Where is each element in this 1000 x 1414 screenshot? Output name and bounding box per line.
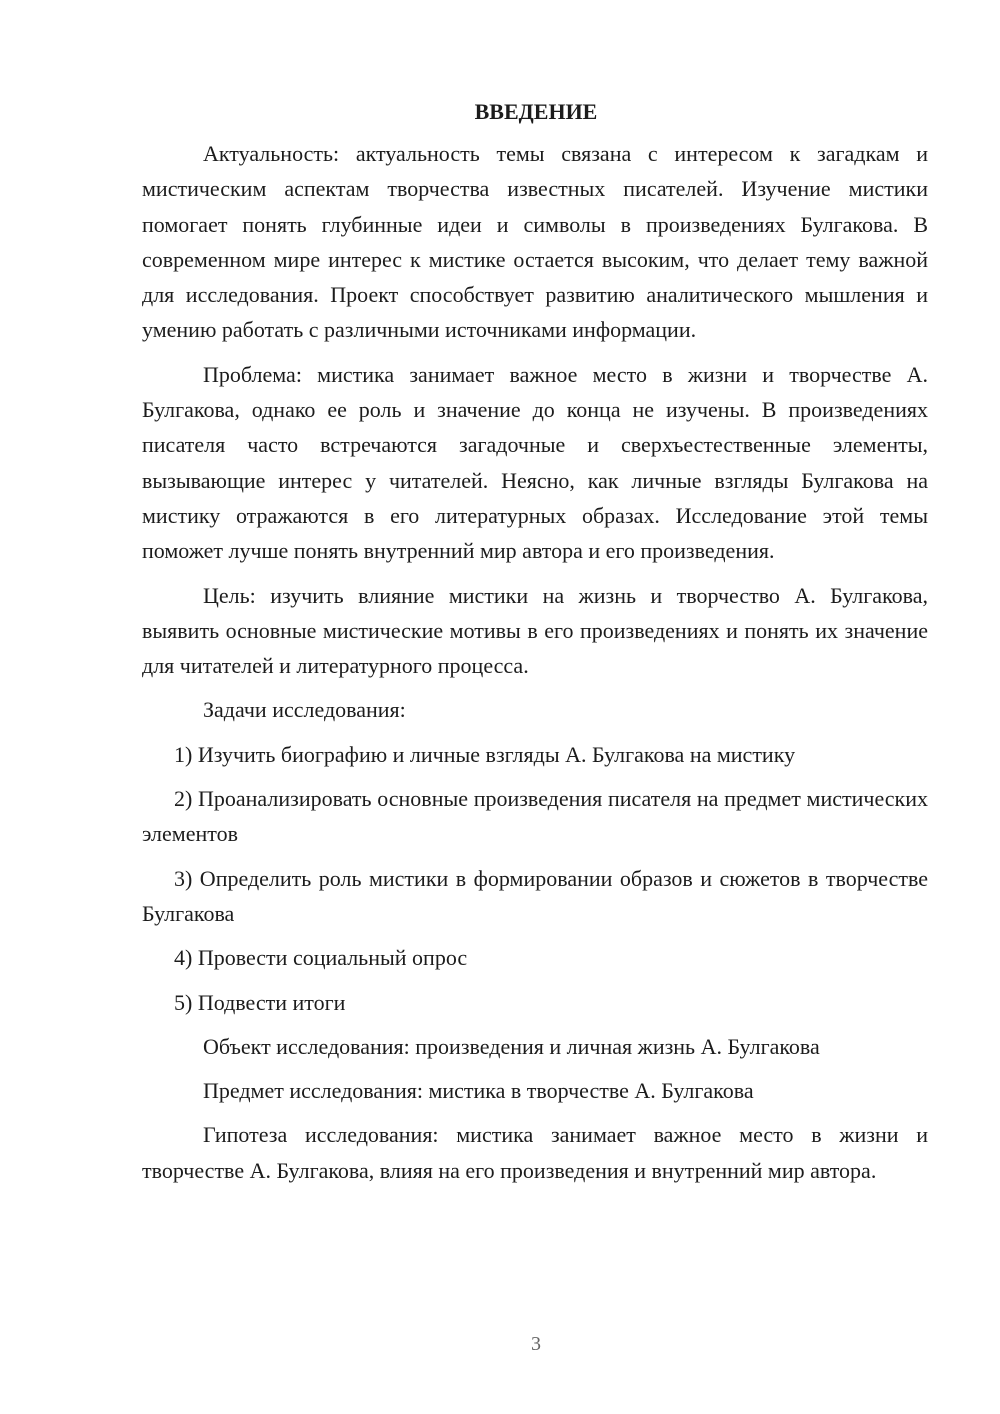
goal-paragraph: Цель: изучить влияние мистики на жизнь и творчество А. Булгакова, выявить основные мистические мотивы в его произведениях и понять их значение для читателей и литературного процесса. [142,582,928,679]
relevance-paragraph: Актуальность: актуальность темы связана с интересом к загадкам и мистическим аспектам творчества известных писателей. Изучение мистики помогает понять глубинные идеи и символы в произведениях Булгакова. В современном мире интерес к мистике остается высоким, что делает тему важной для исследования. Проект способствует развитию аналитического мышления и умению работать с различными источниками информации. [142,141,928,343]
page-number: 3 [531,1333,541,1355]
tasks-heading: Задачи исследования: [203,697,406,723]
object-paragraph: Объект исследования: произведения и личная жизнь А. Булгакова [203,1033,820,1059]
subject-paragraph: Предмет исследования: мистика в творчестве А. Булгакова [203,1078,754,1104]
task-item-5: 5) Подвести итоги [174,989,346,1015]
document-page [142,94,928,1188]
task-item-3: 3) Определить роль мистики в формировании образов и сюжетов в творчестве Булгакова [142,865,928,926]
task-item-2: 2) Проанализировать основные произведения писателя на предмет мистических элементов [142,786,928,847]
hypothesis-paragraph: Гипотеза исследования: мистика занимает важное место в жизни и творчестве А. Булгакова, влияя на его произведения и внутренний мир автора. [142,1122,928,1183]
page-title: ВВЕДЕНИЕ [474,99,598,124]
task-item-4: 4) Провести социальный опрос [174,945,468,971]
problem-paragraph: Проблема: мистика занимает важное место в жизни и творчестве А. Булгакова, однако ее роль и значение до конца не изучены. В произведениях писателя часто встречаются загадочные и сверхъестественные элементы, вызывающие интерес у читателей. Неясно, как личные взгляды Булгакова на мистику отражаются в его литературных образах. Исследование этой темы поможет лучше понять внутренний мир автора и его произведения. [142,361,928,564]
task-item-1: 1) Изучить биографию и личные взгляды А. Булгакова на мистику [174,741,796,767]
